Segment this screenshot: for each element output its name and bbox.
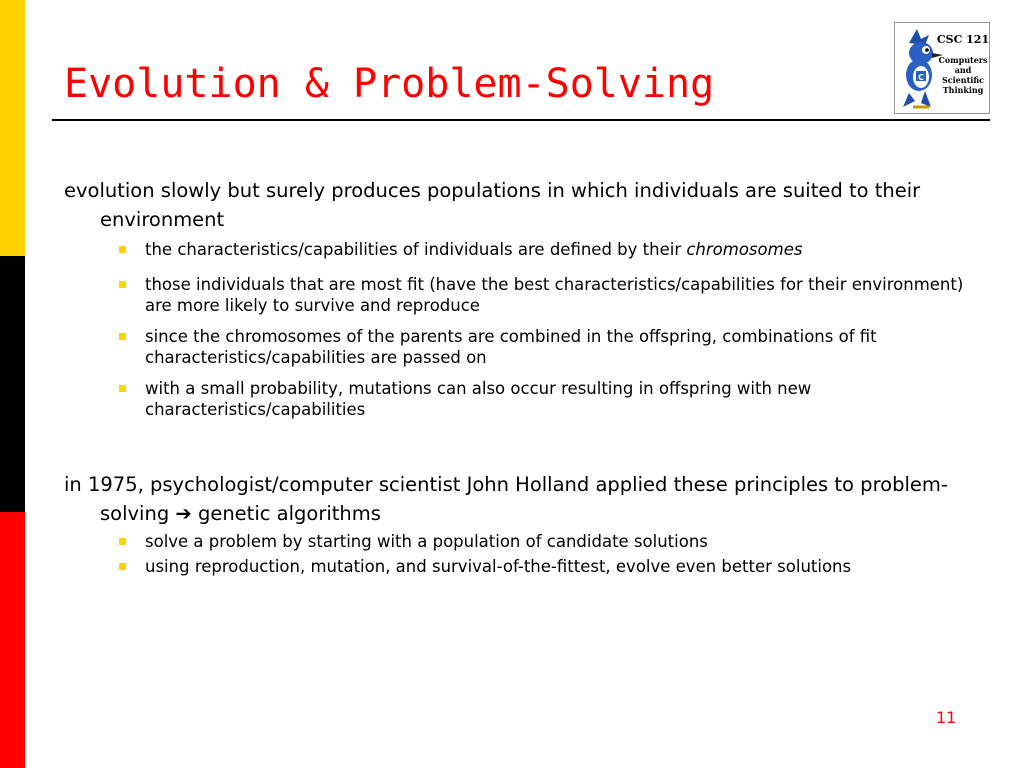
subpoint-evolve: using reproduction, mutation, and survival-of-the-fittest, evolve even better solutions <box>119 556 964 577</box>
logo-line-and: and <box>954 65 972 75</box>
slide-body <box>64 176 964 577</box>
evolution-subpoints <box>64 239 964 420</box>
logo-course-code: CSC 121 <box>936 33 989 46</box>
svg-text:C: C <box>918 73 924 82</box>
subpoint-most-fit: those individuals that are most fit (have the best characteristics/capabilities for their environment) are more likely to survive and reproduce <box>119 274 964 316</box>
logo-line-scientific: Scientific <box>941 75 985 85</box>
chromosomes-term: chromosomes <box>686 240 803 259</box>
arrow-right-icon: ➔ <box>175 502 192 525</box>
slide-number: 11 <box>936 708 957 727</box>
bullet-icon <box>119 538 126 545</box>
slide-title: Evolution & Problem-Solving <box>64 61 715 107</box>
bullet-icon <box>119 385 126 392</box>
logo-line-computers: Computers <box>938 55 988 65</box>
course-logo <box>894 22 990 114</box>
point-holland: in 1975, psychologist/computer scientist John Holland applied these principles to problem-solving ➔ genetic algorithms <box>64 473 948 525</box>
subpoint-mutations: with a small probability, mutations can also occur resulting in offspring with new characteristics/capabilities <box>119 378 964 420</box>
holland-subpoints <box>64 531 964 577</box>
logo-line-thinking: Thinking <box>942 85 984 95</box>
bluejay-mascot-icon <box>895 23 989 113</box>
subpoint-chromosomes: the characteristics/capabilities of individuals are defined by their chromosomes <box>119 239 964 260</box>
bullet-icon <box>119 281 126 288</box>
subpoint-population: solve a problem by starting with a population of candidate solutions <box>119 531 964 552</box>
title-underline <box>52 119 990 121</box>
subpoint-combined: since the chromosomes of the parents are combined in the offspring, combinations of fit characteristics/capabilities are passed on <box>119 326 964 368</box>
side-bar-black <box>0 256 25 512</box>
bullet-icon <box>119 563 126 570</box>
bullet-icon <box>119 333 126 340</box>
point-evolution: evolution slowly but surely produces populations in which individuals are suited to their environment <box>64 179 921 231</box>
side-bar-yellow <box>0 0 25 256</box>
bullet-icon <box>119 246 126 253</box>
side-bar-red <box>0 512 25 768</box>
